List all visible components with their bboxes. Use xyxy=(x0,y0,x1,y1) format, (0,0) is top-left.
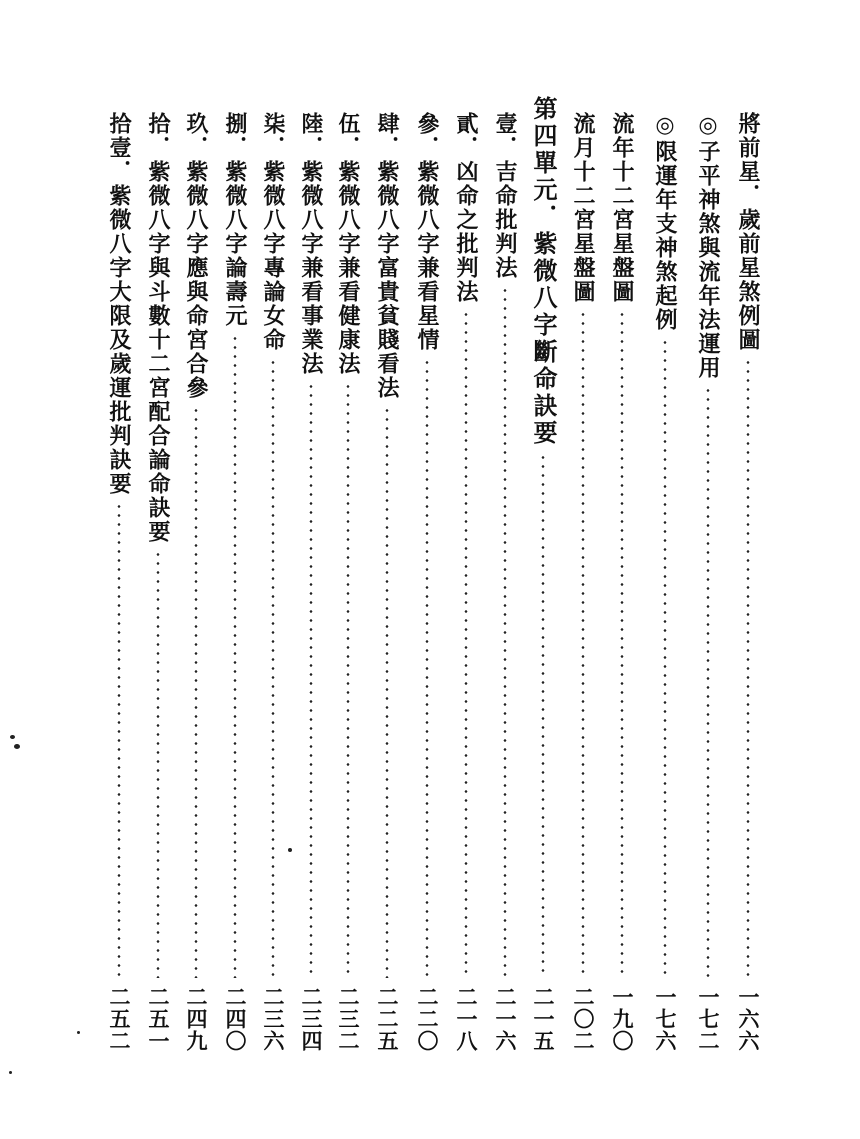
toc-entry-title: 將前星．歲前星煞例圖 xyxy=(735,112,761,352)
dot-leader xyxy=(464,310,468,978)
dot-leader xyxy=(425,358,429,978)
toc-entry-page: 一六六 xyxy=(736,986,761,1052)
toc-entry xyxy=(407,112,447,1052)
dot-leader xyxy=(194,406,198,978)
toc-entry-title: 捌．紫微八字論壽元 xyxy=(222,112,248,328)
toc-entry-title: ◎限運年支神煞起例 xyxy=(652,112,678,332)
dot-leader xyxy=(706,386,710,978)
toc-unit-title: 第四單元．紫微八字斷命訣要 xyxy=(529,96,558,447)
toc-entry xyxy=(138,112,178,1052)
toc-entry-title: 流年十二宮星盤圖 xyxy=(609,112,635,304)
toc-entry xyxy=(446,112,486,1052)
toc-entry xyxy=(253,112,293,1052)
toc-entry-page: 一七六 xyxy=(653,986,678,1052)
dot-leader xyxy=(503,286,507,978)
toc-entry-page: 二四〇 xyxy=(223,986,248,1052)
scan-speck xyxy=(288,848,292,852)
dot-leader xyxy=(156,550,160,978)
toc-entry-page: 二五二 xyxy=(107,986,132,1052)
dot-leader xyxy=(233,334,237,978)
toc-entry-title: 玖．紫微八字應與命宮合參 xyxy=(183,112,209,400)
dot-leader xyxy=(620,310,624,978)
toc-entry-title: 貳．凶命之批判法 xyxy=(453,112,479,304)
scan-speck xyxy=(14,744,20,749)
dot-leader xyxy=(746,358,750,978)
toc-entry-page: 二〇二 xyxy=(571,986,596,1052)
toc-entry-title: 流月十二宮星盤圖 xyxy=(570,112,596,304)
dot-leader xyxy=(117,502,121,978)
toc-entry-title: 拾壹．紫微八字大限及歲運批判訣要 xyxy=(106,112,132,496)
toc-entry-title: 參．紫微八字兼看星情 xyxy=(414,112,440,352)
toc-entry-title: 陸．紫微八字兼看事業法 xyxy=(298,112,324,376)
toc-entry-page: 二三二 xyxy=(336,986,361,1052)
toc-entry xyxy=(728,112,768,1052)
toc-entry-title: 柒．紫微八字專論女命 xyxy=(260,112,286,352)
toc-unit-heading xyxy=(523,96,563,1052)
dot-leader xyxy=(346,382,350,978)
toc-entry xyxy=(99,112,139,1052)
scan-speck xyxy=(77,1031,80,1034)
toc-entry xyxy=(688,112,728,1052)
toc-entry-page: 一七二 xyxy=(696,986,721,1052)
toc-entry-page: 二三四 xyxy=(299,986,324,1052)
toc-entry xyxy=(176,112,216,1052)
toc-entry-title: 肆．紫微八字富貴貧賤看法 xyxy=(374,112,400,400)
toc-entry-page: 一九〇 xyxy=(610,986,635,1052)
toc-entry xyxy=(328,112,368,1052)
toc-entry xyxy=(645,112,685,1052)
dot-leader xyxy=(309,382,313,978)
toc-entry-page: 二二五 xyxy=(375,986,400,1052)
toc-entry xyxy=(291,112,331,1052)
toc-entry-title: 壹．吉命批判法 xyxy=(492,112,518,280)
toc-entry-title: 伍．紫微八字兼看健康法 xyxy=(335,112,361,376)
toc-entry-page: 二四九 xyxy=(184,986,209,1052)
scan-speck xyxy=(9,1071,12,1074)
toc-entry-page: 二五一 xyxy=(146,986,171,1052)
toc-unit-page: 二一五 xyxy=(531,986,556,1052)
toc-entry-title: 拾．紫微八字與斗數十二宮配合論命訣要 xyxy=(145,112,171,544)
toc-entry-page: 二二〇 xyxy=(415,986,440,1052)
scan-speck xyxy=(10,735,15,739)
toc-entry-page: 二一八 xyxy=(454,986,479,1052)
toc-entry xyxy=(485,112,525,1052)
toc-entry xyxy=(563,112,603,1052)
dot-leader xyxy=(663,338,667,978)
toc-entry-title: ◎子平神煞與流年法運用 xyxy=(695,112,721,380)
dot-leader xyxy=(581,310,585,978)
toc-entry xyxy=(367,112,407,1052)
dot-leader xyxy=(541,453,545,978)
toc-entry xyxy=(602,112,642,1052)
toc-entry-page: 二三六 xyxy=(261,986,286,1052)
dot-leader xyxy=(385,406,389,978)
toc-entry-page: 二一六 xyxy=(493,986,518,1052)
dot-leader xyxy=(271,358,275,978)
toc-entry xyxy=(215,112,255,1052)
